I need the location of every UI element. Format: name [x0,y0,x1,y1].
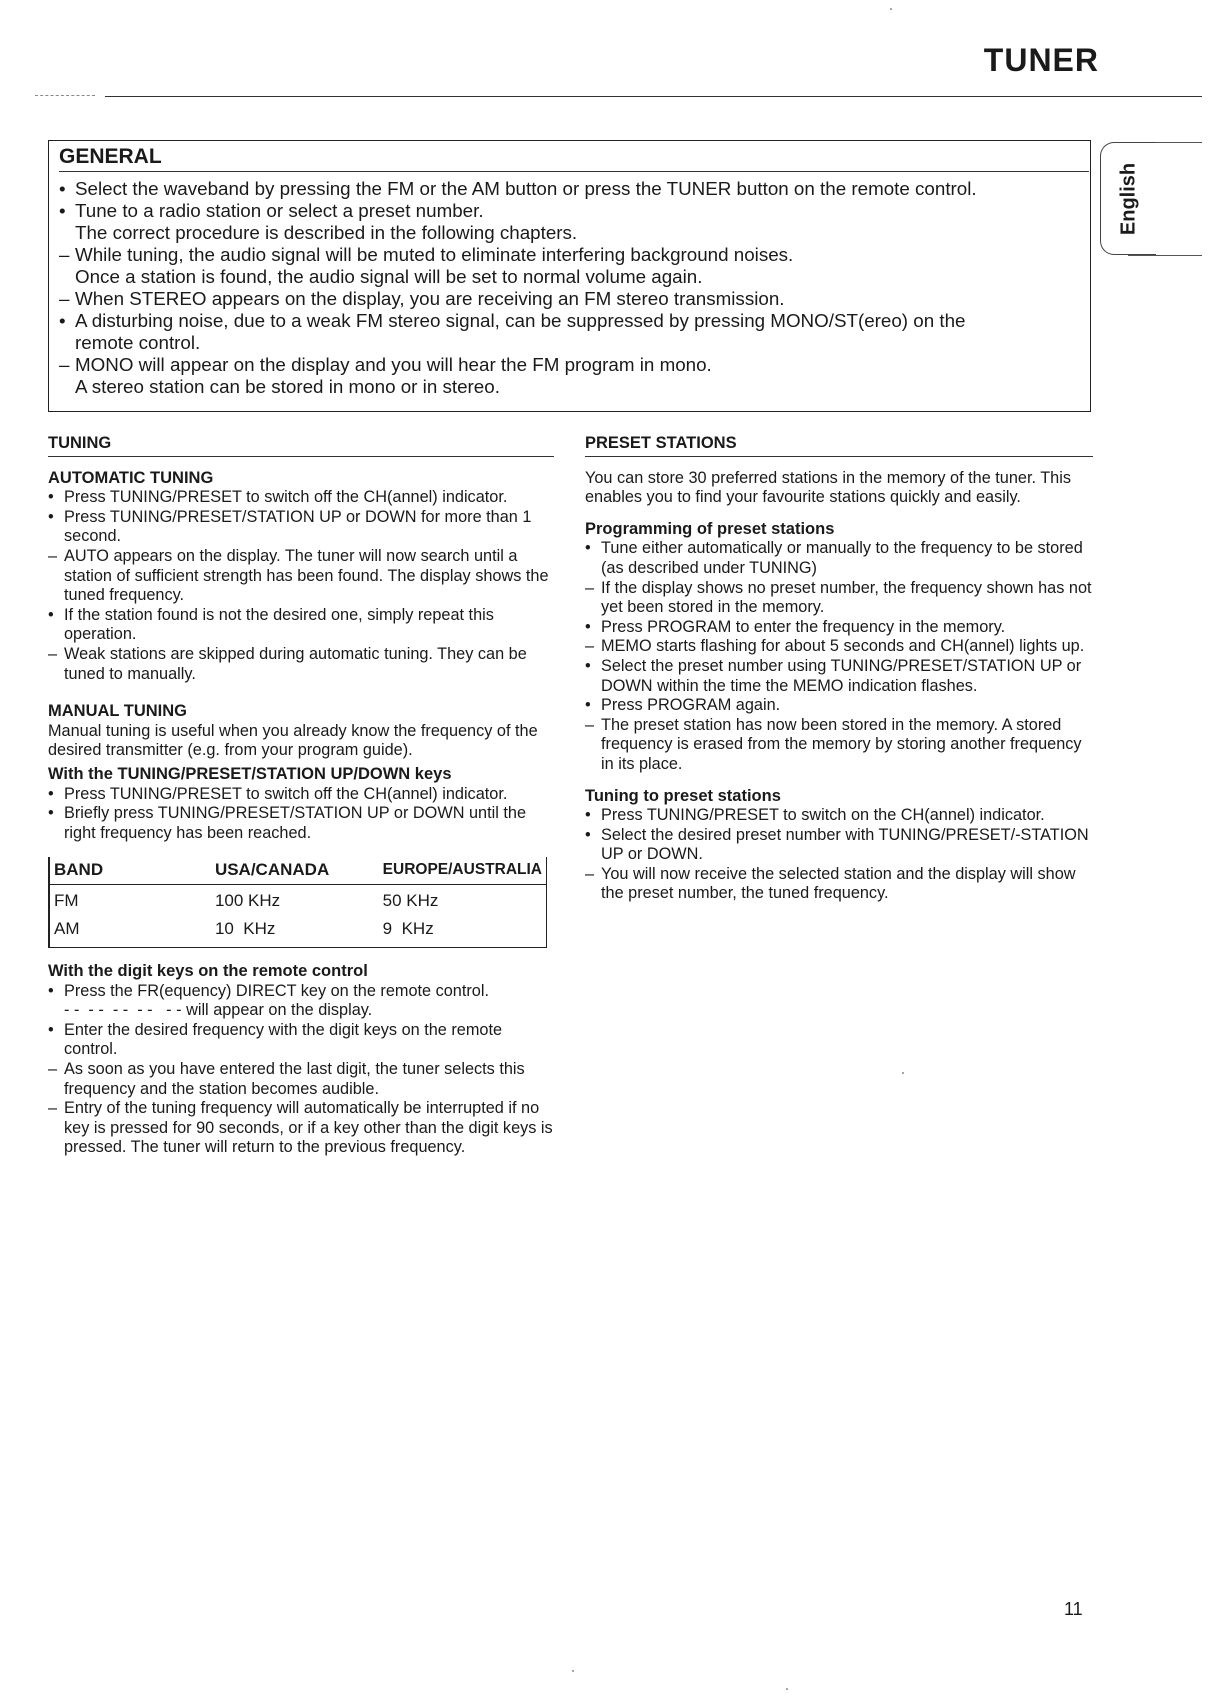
table-cell: 100 KHz [214,890,281,910]
preset-column [585,434,1093,904]
list-item-text: As soon as you have entered the last digit, the tuner selects this frequency and the station becomes audible. [64,1060,525,1098]
general-line-text: While tuning, the audio signal will be muted to eliminate interfering background noises. [75,244,794,265]
list-item-mark: • [585,656,591,675]
general-line [59,288,1080,310]
general-line-text: Select the waveband by pressing the FM or the AM button or press the TUNER button on the remote control. [75,178,977,199]
list-item-mark: • [48,488,54,507]
updown-keys-heading: With the TUNING/PRESET/STATION UP/DOWN keys [48,764,452,783]
general-line [59,310,1080,332]
table-cell: 9 KHz [382,919,434,939]
list-item-text: If the station found is not the desired one, simply repeat this operation. [64,605,494,644]
list-item [48,1021,554,1060]
manual-tuning-heading: MANUAL TUNING [48,702,188,721]
general-line [59,354,1080,376]
list-item [585,806,1093,826]
list-item-text: If the display shows no preset number, the frequency shown has not yet been stored in the memory. [601,578,1092,617]
list-item-text: MEMO starts flashing for about 5 seconds and CH(annel) lights up. [601,637,1085,656]
header-dash-decoration [35,95,95,96]
list-item-text: Press TUNING/PRESET to switch on the CH(annel) indicator. [601,806,1045,825]
speck [572,1670,574,1672]
list-item [48,1099,554,1158]
general-line [59,222,1080,244]
list-item [48,645,554,684]
general-line-mark: – [59,244,70,265]
list-item [585,716,1093,775]
list-item [48,785,554,805]
list-item [585,637,1093,657]
list-item-mark: • [48,784,54,803]
list-item [48,982,554,1002]
general-line-mark: – [59,288,70,309]
spacer [48,684,554,694]
general-line [59,376,1080,398]
list-item [585,539,1093,578]
list-item [48,804,554,843]
table-header-europe-australia: EUROPE/AUSTRALIA [379,857,547,884]
automatic-tuning-heading: AUTOMATIC TUNING [48,468,214,487]
list-item-mark: – [585,864,595,883]
language-tab [1100,142,1156,255]
list-item-text: Press TUNING/PRESET to switch off the CH(annel) indicator. [64,488,508,507]
list-item [585,657,1093,696]
header-rule [105,96,1202,97]
tuning-column [48,434,554,1158]
list-item-text: The preset station has now been stored in the memory. A stored frequency is erased from the memory by storing another frequency in its place. [601,715,1082,773]
list-item-mark: • [48,605,54,624]
general-line-mark: • [59,310,66,331]
list-item-mark: – [48,1060,58,1079]
list-item-text: Entry of the tuning frequency will automatically be interrupted if no key is pressed for 90 seconds, or if a key other than the digit keys is pressed. The tuner will return to the previous frequency. [64,1099,553,1157]
general-line-text: MONO will appear on the display and you will hear the FM program in mono. [75,354,712,375]
programming-heading: Programming of preset stations [585,519,835,538]
list-item [48,1001,554,1021]
list-item-text: Press the FR(equency) DIRECT key on the remote control. [64,981,489,1000]
list-item [585,696,1093,716]
general-line-mark: • [59,178,66,199]
table-cell: 10 KHz [214,919,276,939]
list-item-text: - - - - - - - - - - will appear on the display. [64,1001,373,1020]
list-item-mark: – [585,715,595,734]
general-line-text: remote control. [75,332,201,353]
table-cell: 50 KHz [382,890,439,910]
list-item-mark: • [585,825,591,844]
list-item-mark: • [48,981,54,1000]
list-item-mark: – [585,637,595,656]
general-box [48,140,1091,412]
table-row [49,884,547,913]
list-item [585,579,1093,618]
general-line-text: The correct procedure is described in the following chapters. [75,222,578,243]
list-item-mark: – [48,1099,58,1118]
preset-intro: You can store 30 preferred stations in the memory of the tuner. This enables you to find your favourite stations quickly and easily. [585,468,1071,507]
list-item [48,508,554,547]
band-step-table [48,857,547,948]
list-item [48,606,554,645]
general-line-mark: • [59,200,66,221]
speck [786,1688,788,1690]
list-item-text: Press TUNING/PRESET to switch off the CH(annel) indicator. [64,784,508,803]
manual-tuning-intro: Manual tuning is useful when you already know the frequency of the desired transmitter (e.g. from your program guide). [48,721,538,760]
general-line [59,266,1080,288]
table-cell: FM [54,890,79,910]
general-line-mark: – [59,354,70,375]
list-item-text: Enter the desired frequency with the digit keys on the remote control. [64,1020,503,1059]
page-number: 11 [1064,1599,1083,1619]
general-line-text: A disturbing noise, due to a weak FM stereo signal, can be suppressed by pressing MONO/ST(ereo) on the [75,310,966,331]
list-item-mark: • [48,804,54,823]
general-line [59,200,1080,222]
list-item-mark: • [585,617,591,636]
list-item [48,1060,554,1099]
general-line-text: A stereo station can be stored in mono or in stereo. [75,376,500,397]
tuning-to-preset-heading: Tuning to preset stations [585,786,781,805]
list-item [585,865,1093,904]
list-item-mark: – [48,644,58,663]
list-item-mark: • [48,507,54,526]
list-item [48,488,554,508]
list-item-mark: • [585,806,591,825]
list-item-text: You will now receive the selected station and the display will show the preset number, the tuned frequency. [601,864,1076,903]
list-item-text: Tune either automatically or manually to the frequency to be stored (as described under TUNING) [601,539,1083,577]
table-row [49,913,547,947]
page-title: TUNER [983,42,1099,78]
list-item-mark: • [48,1020,54,1039]
table-header-band: BAND [49,857,211,884]
speck [890,8,892,10]
general-line [59,178,1080,200]
general-heading: GENERAL [59,145,1089,172]
general-line [59,332,1080,354]
table-header-usa-canada: USA/CANADA [211,857,379,884]
list-item-text: Weak stations are skipped during automatic tuning. They can be tuned to manually. [64,644,527,683]
list-item-mark: – [585,578,595,597]
digit-keys-heading: With the digit keys on the remote control [48,962,368,981]
list-item-text: AUTO appears on the display. The tuner will now search until a station of sufficient strength has been found. The display shows the tuned frequency. [64,546,549,605]
list-item-text: Press PROGRAM again. [601,696,781,715]
general-line-text: Tune to a radio station or select a preset number. [75,200,484,221]
general-line [59,244,1080,266]
list-item-text: Briefly press TUNING/PRESET/STATION UP or DOWN until the right frequency has been reached. [64,804,526,842]
list-item-text: Select the preset number using TUNING/PRESET/STATION UP or DOWN within the time the MEMO indication flashes. [601,656,1082,695]
preset-heading: PRESET STATIONS [585,434,1093,457]
general-lines [59,178,1080,398]
list-item-mark: – [48,546,58,565]
list-item [585,618,1093,638]
list-item-mark: • [585,539,591,558]
general-line-text: Once a station is found, the audio signal will be set to normal volume again. [75,266,703,287]
list-item-text: Press TUNING/PRESET/STATION UP or DOWN for more than 1 second. [64,507,532,546]
speck [902,1072,904,1074]
table-header-row [49,857,547,884]
list-item-text: Press PROGRAM to enter the frequency in the memory. [601,617,1006,636]
general-line-text: When STEREO appears on the display, you are receiving an FM stereo transmission. [75,288,785,309]
tuning-heading: TUNING [48,434,554,457]
table-cell: AM [54,919,80,939]
list-item-text: Select the desired preset number with TUNING/PRESET/-STATION UP or DOWN. [601,825,1089,864]
list-item-mark: • [585,696,591,715]
list-item [48,547,554,606]
list-item [585,826,1093,865]
language-tab-rule-bottom [1128,255,1202,256]
language-tab-label: English [1117,162,1139,235]
